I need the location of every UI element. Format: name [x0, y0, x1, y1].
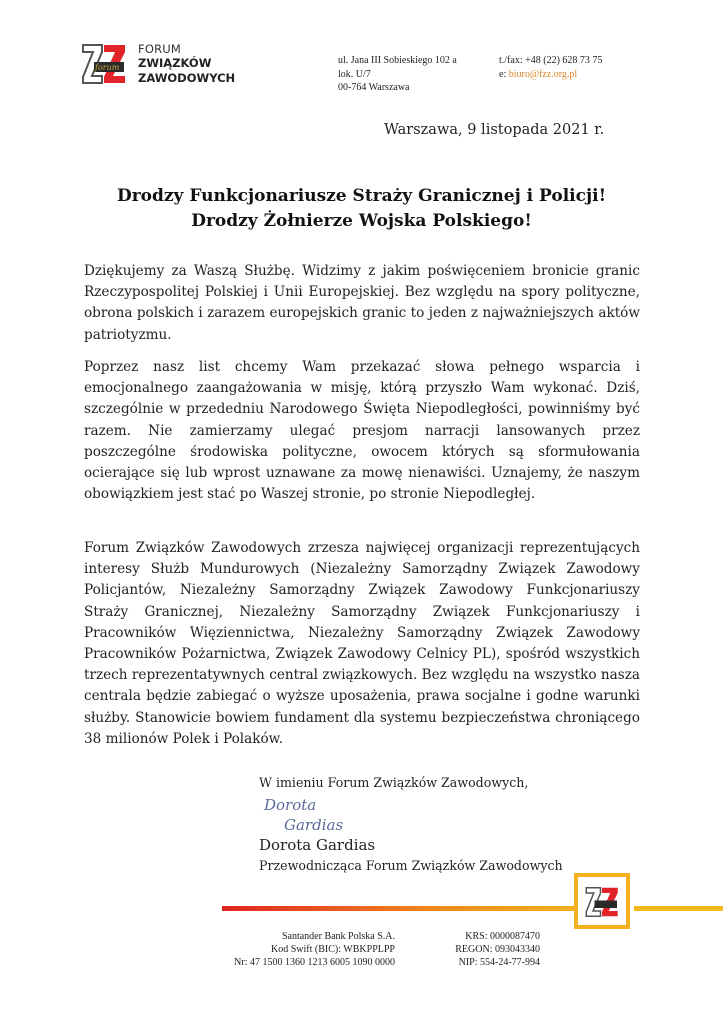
signer-name: Dorota Gardias — [259, 836, 376, 854]
bank-line: Kod Swift (BIC): WBKPPLPP — [270, 943, 395, 955]
postal-address — [338, 54, 457, 95]
letter-date: Warszawa, 9 listopada 2021 r. — [384, 122, 605, 138]
footer-stripe-right — [634, 906, 723, 911]
signature-line-2: Gardias — [284, 816, 344, 834]
signature-line-1: Dorota — [264, 796, 317, 814]
brand-line-2: ZWIĄZKÓW — [138, 56, 212, 70]
contact-info — [499, 54, 602, 81]
paragraph-2: Poprzez nasz list chcemy Wam przekazać słowa pełnego wsparcia i emocjonalnego zaangażowania w misję, którą przyszło Wam wykonać. Dziś, szczególnie w przededniu Narodowego Święta Niepodległości, powinniśmy być razem. Nie zamierzamy ulegać presjom narracji lansowanych przez poszczególne środowiska polityczne, owocem których są sformułowania ocierające się lub wprost uznawane za mowę nienawiści. Uznajemy, że naszym obowiązkiem jest stać po Waszej stronie, po stronie Niepodległej. — [84, 359, 640, 503]
registry-line: KRS: 0000087470 — [465, 931, 540, 942]
closing-line: W imieniu Forum Związków Zawodowych, — [259, 775, 529, 790]
brand-name — [138, 42, 235, 86]
phone-fax: t./fax: +48 (22) 628 73 75 — [499, 55, 603, 66]
svg-text:forum: forum — [95, 63, 120, 72]
handwritten-signature — [262, 790, 412, 840]
email-link[interactable]: biuro@fzz.org.pl — [508, 68, 578, 80]
registry-details — [440, 931, 540, 969]
address-line: ul. Jana III Sobieskiego 102 a — [338, 55, 457, 66]
bank-line: Nr: 47 1500 1360 1213 6005 1090 0000 — [234, 956, 395, 968]
letter-title — [0, 184, 723, 234]
fzz-logo-icon — [80, 40, 128, 88]
bank-line: Santander Bank Polska S.A. — [281, 931, 395, 942]
paragraph-1: Dziękujemy za Waszą Służbę. Widzimy z jakim poświęceniem bronicie granic Rzeczypospolitej Polskiej i Unii Europejskiej. Bez względu na spory polityczne, obrona polskich i zarazem europejskich granic to jeden z najważniejszych aktów patriotyzmu. — [84, 263, 640, 343]
footer-gradient-stripe — [222, 906, 582, 911]
brand-line-3: ZAWODOWYCH — [138, 71, 236, 85]
email-label: e: — [499, 68, 509, 80]
email-row — [499, 68, 602, 82]
fzz-logo-small-icon — [584, 884, 620, 920]
registry-line: REGON: 093043340 — [455, 943, 540, 955]
address-line: 00-764 Warszawa — [338, 82, 410, 93]
brand-line-1: FORUM — [138, 42, 181, 56]
bank-details — [215, 931, 395, 969]
registry-line: NIP: 554-24-77-994 — [458, 956, 540, 968]
paragraph-3: Forum Związków Zawodowych zrzesza najwięcej organizacji reprezentujących interesy Służb Mundurowych (Niezależny Samorządny Związek Zawodowy Policjantów, Niezależny Samorządny Związek Zawodowy Funkcjonariuszy Straży Granicznej, Niezależny Samorządny Związek Funkcjonariuszy i Pracowników Więziennictwa, Niezależny Samorządny Związek Zawodowy Pracowników Pożarnictwa, Związek Zawodowy Celnicy PL), spośród wszystkich trzech reprezentatywnych central związkowych. Bez względu na wszystko nasza centrala będzie zabiegać o wyższe uposażenia, prawa socjalne i godne warunki służby. Stanowicie bowiem fundament dla systemu bezpieczeństwa chroniącego 38 milionów Polek i Polaków. — [84, 540, 640, 747]
title-line-2: Drodzy Żołnierze Wojska Polskiego! — [191, 211, 532, 231]
title-line-1: Drodzy Funkcjonariusze Straży Granicznej i Policji! — [116, 186, 607, 206]
signer-role: Przewodnicząca Forum Związków Zawodowych — [259, 858, 563, 873]
address-line: lok. U/7 — [338, 68, 371, 80]
